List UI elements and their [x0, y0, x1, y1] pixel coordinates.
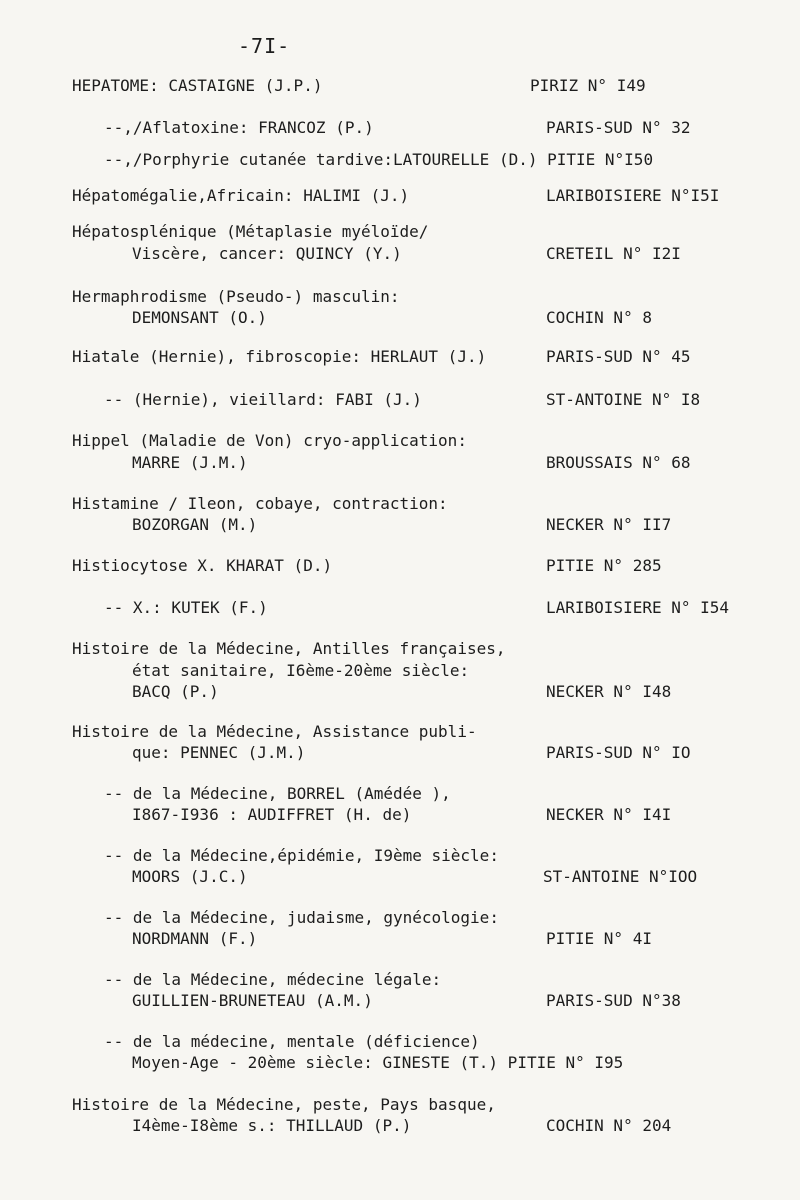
entry-reference: PARIS-SUD N° 45 [546, 347, 691, 366]
entry-line: -- de la Médecine,épidémie, I9ème siècle: [104, 846, 499, 865]
entry-reference: COCHIN N° 8 [546, 308, 652, 327]
entry-line: -- de la Médecine, médecine légale: [104, 970, 442, 989]
entry-reference: CRETEIL N° I2I [546, 244, 681, 263]
entry-line: NORDMANN (F.) [132, 929, 258, 948]
entry-line: HEPATOME: CASTAIGNE (J.P.) [72, 76, 323, 95]
entry-line: --,/Aflatoxine: FRANCOZ (P.) [104, 118, 374, 137]
entry-line: Viscère, cancer: QUINCY (Y.) [132, 244, 402, 263]
entry-line: Moyen-Age - 20ème siècle: GINESTE (T.) PITIE N° I95 [132, 1053, 624, 1072]
entry-reference: PITIE N° 4I [546, 929, 652, 948]
entry-reference: PARIS-SUD N° IO [546, 743, 691, 762]
entry-reference: PITIE N° 285 [546, 556, 662, 575]
page-number: -7I- [238, 34, 291, 58]
entry-line: GUILLIEN-BRUNETEAU (A.M.) [132, 991, 373, 1010]
entry-reference: COCHIN N° 204 [546, 1116, 672, 1135]
entry-line: -- (Hernie), vieillard: FABI (J.) [104, 390, 422, 409]
entry-line: MOORS (J.C.) [132, 867, 248, 886]
entry-line: DEMONSANT (O.) [132, 308, 267, 327]
entry-line: Hépatosplénique (Métaplasie myéloïde/ [72, 222, 429, 241]
entry-reference: BROUSSAIS N° 68 [546, 453, 691, 472]
entry-line: -- X.: KUTEK (F.) [104, 598, 268, 617]
entry-line: MARRE (J.M.) [132, 453, 248, 472]
entry-line: --,/Porphyrie cutanée tardive:LATOURELLE (D.) PITIE N°I50 [104, 150, 654, 169]
entry-line: -- de la médecine, mentale (déficience) [104, 1032, 480, 1051]
entry-line: Hépatomégalie,Africain: HALIMI (J.) [72, 186, 410, 205]
entry-reference: PARIS-SUD N°38 [546, 991, 681, 1010]
entry-reference: PARIS-SUD N° 32 [546, 118, 691, 137]
entry-line: Hermaphrodisme (Pseudo-) masculin: [72, 287, 400, 306]
entry-line: -- de la Médecine, BORREL (Amédée ), [104, 784, 451, 803]
entry-line: Hippel (Maladie de Von) cryo-application: [72, 431, 467, 450]
entry-line: I4ème-I8ème s.: THILLAUD (P.) [132, 1116, 412, 1135]
entry-line: BACQ (P.) [132, 682, 219, 701]
entry-line: Histoire de la Médecine, Antilles françaises, [72, 639, 506, 658]
entry-line: -- de la Médecine, judaisme, gynécologie: [104, 908, 499, 927]
entry-line: I867-I936 : AUDIFFRET (H. de) [132, 805, 412, 824]
entry-reference: NECKER N° II7 [546, 515, 672, 534]
entry-line: état sanitaire, I6ème-20ème siècle: [132, 661, 470, 680]
entry-reference: ST-ANTOINE N°IOO [543, 867, 698, 886]
entry-reference: NECKER N° I48 [546, 682, 672, 701]
entry-line: Histoire de la Médecine, Assistance publi- [72, 722, 477, 741]
entry-reference: NECKER N° I4I [546, 805, 672, 824]
entry-line: Histiocytose X. KHARAT (D.) [72, 556, 333, 575]
entry-line: Histamine / Ileon, cobaye, contraction: [72, 494, 448, 513]
entry-line: BOZORGAN (M.) [132, 515, 258, 534]
entry-line: Histoire de la Médecine, peste, Pays basque, [72, 1095, 496, 1114]
entry-reference: LARIBOISIERE N°I5I [546, 186, 720, 205]
entry-reference: PIRIZ N° I49 [530, 76, 646, 95]
entry-reference: ST-ANTOINE N° I8 [546, 390, 701, 409]
entry-line: Hiatale (Hernie), fibroscopie: HERLAUT (J.) [72, 347, 487, 366]
entry-reference: LARIBOISIERE N° I54 [546, 598, 730, 617]
entry-line: que: PENNEC (J.M.) [132, 743, 306, 762]
